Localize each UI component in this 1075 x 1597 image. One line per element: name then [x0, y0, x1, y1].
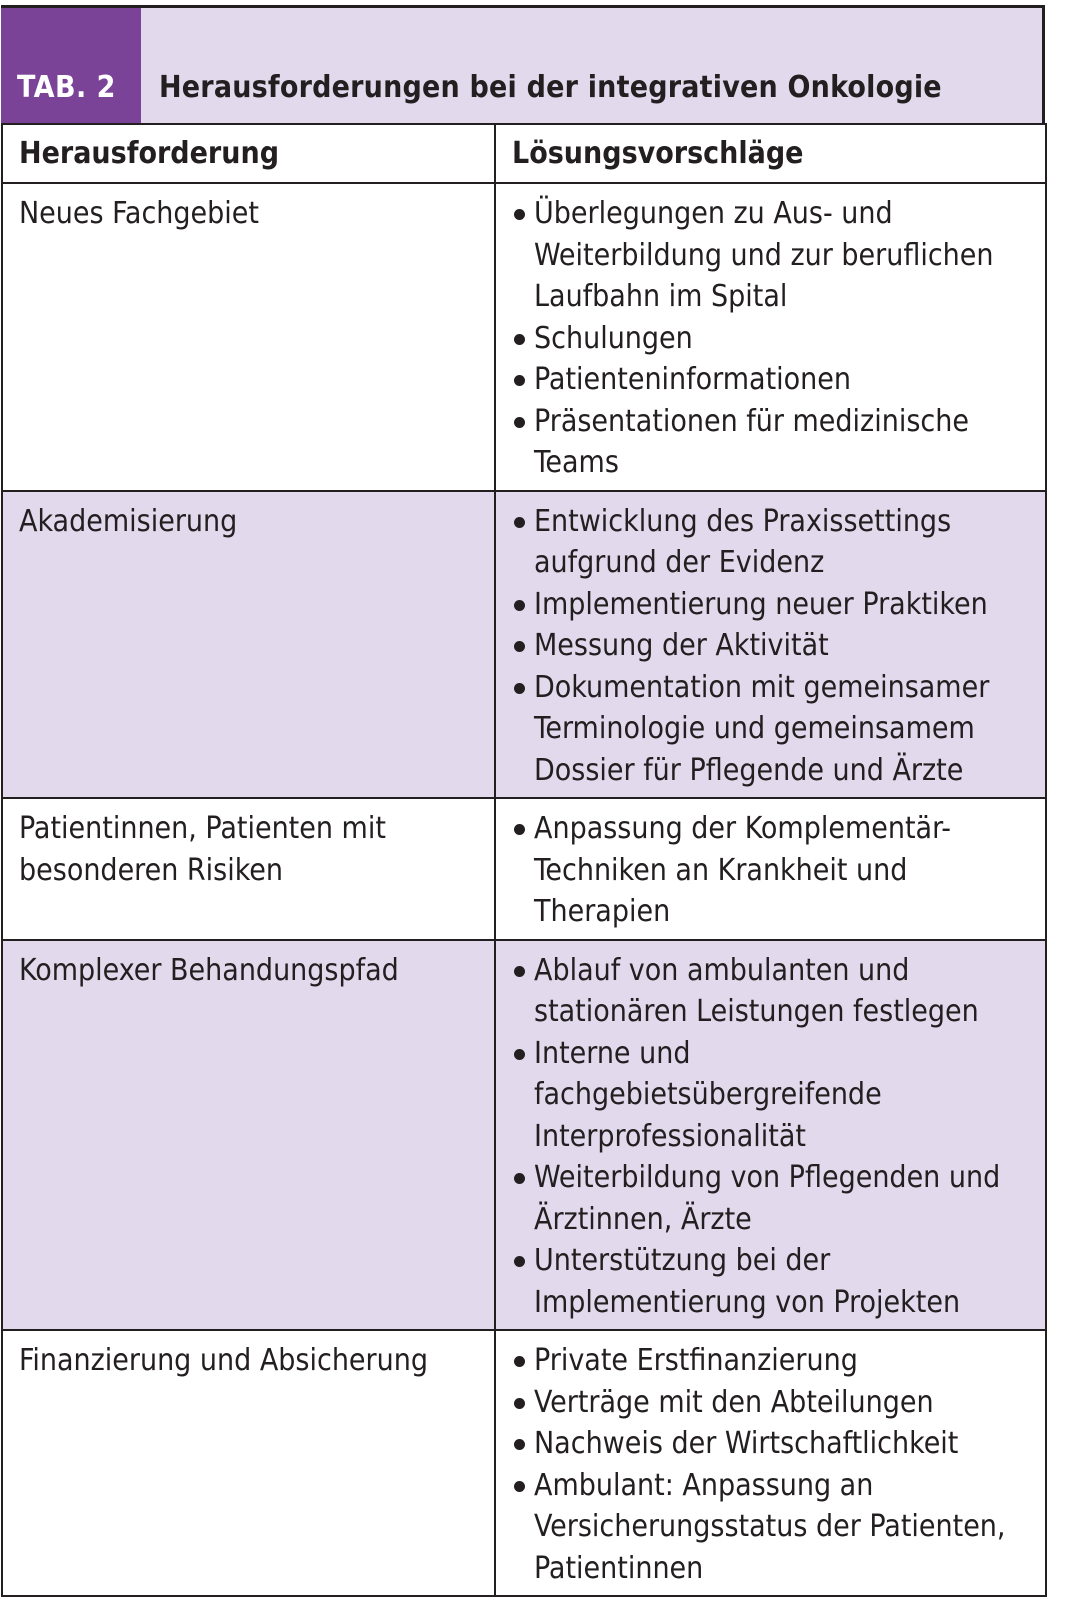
column-header-solutions: Lösungsvorschläge	[495, 124, 1046, 183]
solutions-list	[510, 501, 1037, 792]
solution-item: Unterstützung bei der Implementierung von Projekten	[510, 1240, 1037, 1323]
table-row	[2, 491, 1046, 799]
solution-item: Interne und fachgebietsübergreifende Interprofessionalität	[510, 1033, 1037, 1158]
challenge-cell: Akademisierung	[2, 491, 495, 799]
solutions-list	[510, 1340, 1037, 1589]
table-row	[2, 940, 1046, 1331]
solutions-cell	[495, 491, 1046, 799]
solutions-list	[510, 808, 1037, 933]
solution-item: Entwicklung des Praxissettings aufgrund der Evidenz	[510, 501, 1037, 584]
solution-item: Patienteninformationen	[510, 359, 1037, 401]
solution-item: Überlegungen zu Aus- und Weiterbildung und zur beruflichen Laufbahn im Spital	[510, 193, 1037, 318]
challenge-cell: Patientinnen, Patienten mit besonderen Risiken	[2, 798, 495, 940]
table-row	[2, 183, 1046, 491]
table-container	[1, 5, 1045, 1597]
solution-item: Präsentationen für medizinische Teams	[510, 401, 1037, 484]
solution-item: Dokumentation mit gemeinsamer Terminologie und gemeinsamem Dossier für Pflegende und Ärzte	[510, 667, 1037, 792]
table-title-bar	[1, 5, 1045, 123]
solutions-cell	[495, 1330, 1046, 1596]
solution-item: Verträge mit den Abteilungen	[510, 1382, 1037, 1424]
solution-item: Messung der Aktivität	[510, 625, 1037, 667]
solutions-cell	[495, 798, 1046, 940]
challenge-cell: Neues Fachgebiet	[2, 183, 495, 491]
solution-item: Weiterbildung von Pflegenden und Ärztinnen, Ärzte	[510, 1157, 1037, 1240]
table-title: Herausforderungen bei der integrativen Onkologie	[159, 70, 942, 105]
table-header-row	[2, 124, 1046, 183]
solution-item: Nachweis der Wirtschaftlichkeit	[510, 1423, 1037, 1465]
solutions-cell	[495, 183, 1046, 491]
table-number-label: TAB. 2	[1, 8, 141, 123]
solution-item: Implementierung neuer Praktiken	[510, 584, 1037, 626]
solution-item: Schulungen	[510, 318, 1037, 360]
table-row	[2, 798, 1046, 940]
solution-item: Anpassung der Komplementär-Techniken an Krankheit und Therapien	[510, 808, 1037, 933]
solution-item: Private Erstfinanzierung	[510, 1340, 1037, 1382]
challenge-cell: Finanzierung und Absicherung	[2, 1330, 495, 1596]
challenges-table	[1, 123, 1047, 1597]
solution-item: Ambulant: Anpassung an Versicherungsstatus der Patienten, Patientinnen	[510, 1465, 1037, 1590]
column-header-challenge: Herausforderung	[2, 124, 495, 183]
solutions-cell	[495, 940, 1046, 1331]
solutions-list	[510, 950, 1037, 1324]
challenge-cell: Komplexer Behandungspfad	[2, 940, 495, 1331]
table-row	[2, 1330, 1046, 1596]
solution-item: Ablauf von ambulanten und stationären Leistungen festlegen	[510, 950, 1037, 1033]
solutions-list	[510, 193, 1037, 484]
